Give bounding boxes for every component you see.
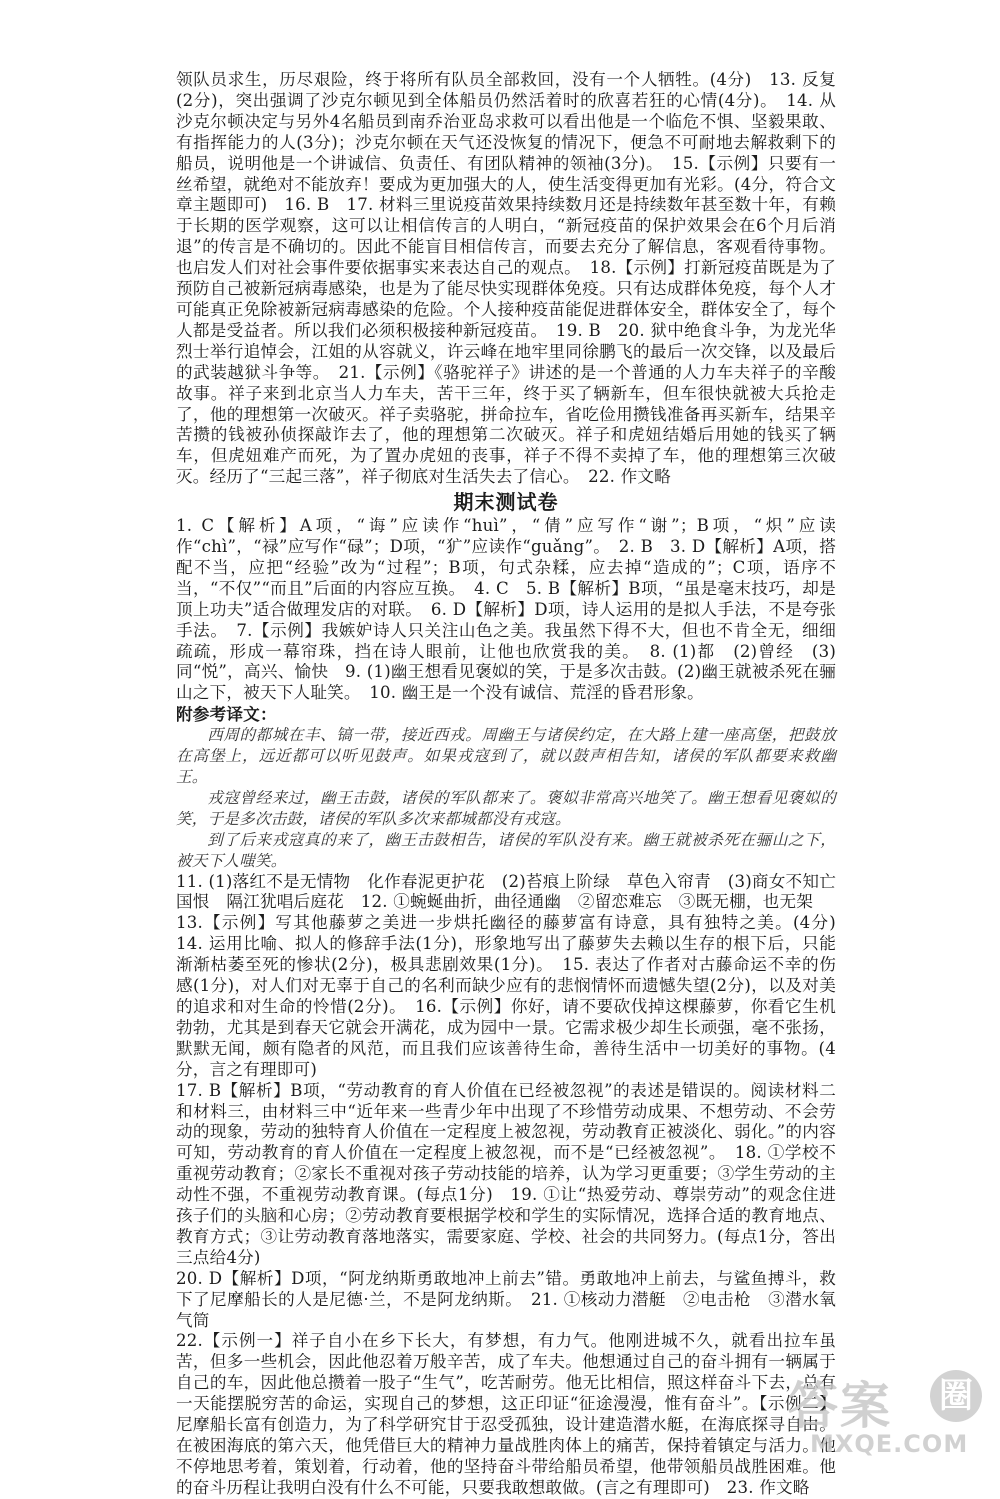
watermark-circle-icon: 圈 [930,1370,982,1422]
answer-block-20-21: 20. D【解析】D项，“阿龙纳斯勇敢地冲上前去”错。勇敢地冲上前去，与鲨鱼搏斗，救下了尼摩船长的人是尼德·兰，不是阿龙纳斯。 21. ①核动力潜艇 ②电击枪 ③潜水氧气筒 [176,1268,836,1330]
watermark-logo [788,1366,988,1461]
answer-block-13-16: 13.【示例】写其他藤萝之美进一步烘托幽径的藤萝富有诗意，具有独特之美。(4分) 14. 运用比喻、拟人的修辞手法(1分)，形象地写出了藤萝失去赖以生存的根下后，只能渐渐枯萎至死的惨状(2分)，极具悲剧效果(1分)。 15. 表达了作者对古藤命运不幸的伤感(1分)，对人们对无辜于自己的名利而缺少应有的悲悯情怀而遗憾失望(2分)，以及对美的追求和对生命的怜惜(2分)。 16.【示例】你好，请不要砍伐掉这棵藤萝，你看它生机勃勃，尤其是到春天它就会开满花，成为园中一景。它需求极少却生长顽强，毫不张扬，默默无闻，颇有隐者的风范，而且我们应该善待生命，善待生活中一切美好的事物。(4分，言之有理即可) [176,913,853,1079]
translation-paragraph: 到了后来戎寇真的来了，幽王击鼓相告，诸侯的军队没有来。幽王就被杀死在骊山之下，被天下人嗤笑。 [176,830,836,870]
answer-block-13-22: 领队员求生，历尽艰险，终于将所有队员全部救回，没有一个人牺牲。(4分) 13. 反复(2分)，突出强调了沙克尔顿见到全体船员仍然活着时的欣喜若狂的心情(4分)。 14. 从沙克尔顿决定与另外4名船员到南乔治亚岛求救可以看出他是一个临危不惧、坚毅果敢、有指挥能力的人(3分)；沙克尔顿在天气还没恢复的情况下，便急不可耐地去解救剩下的船员，说明他是一个讲诚信、负责任、有团队精神的领袖(3分)。 15.【示例】只要有一丝希望，就绝对不能放弃！要成为更加强大的人，使生活变得更加有光彩。(4分，符合文章主题即可) 16. B 17. 材料三里说疫苗效果持续数月还是持续数年甚至数十年，有赖于长期的医学观察，这可以让相信传言的人明白，“新冠疫苗的保护效果会在6个月后消退”的传言是不确切的。因此不能盲目相信传言，而要去充分了解信息，客观看待事物。也启发人们对社会事件要依据事实来表达自己的观点。 18.【示例】打新冠疫苗既是为了预防自己被新冠病毒感染，也是为了能尽快实现群体免疫。只有达成群体免疫，每个人才可能真正免除被新冠病毒感染的危险。个人接种疫苗能促进群体安全，群体安全了，每个人都是受益者。所以我们必须积极接种新冠疫苗。 19. B 20. 狱中绝食斗争，为龙光华烈士举行追悼会，江姐的从容就义，许云峰在地牢里同徐鹏飞的最后一次交锋，以及最后的武装越狱斗争等。 21.【示例】《骆驼祥子》讲述的是一个普通的人力车夫祥子的辛酸故事。祥子来到北京当人力车夫，苦干三年，终于买了辆新车，但车很快就被大兵抢走了，他的理想第一次破灭。祥子卖骆驼，拼命拉车，省吃俭用攒钱准备再买新车，结果辛苦攒的钱被孙侦探敲诈去了，他的理想第二次破灭。祥子和虎妞结婚后用她的钱买了辆车，但虎妞难产而死，为了置办虎妞的丧事，祥子不得不卖掉了车，他的理想第三次破灭。经历了“三起三落”，祥子彻底对生活失去了信心。 22. 作文略 [176,70,836,487]
translation-paragraph: 戎寇曾经来过，幽王击鼓，诸侯的军队都来了。褒姒非常高兴地笑了。幽王想看见褒姒的笑，于是多次击鼓，诸侯的军队多次来都城都没有戎寇。 [176,788,836,828]
reference-translation-label: 附参考译文： [176,704,277,725]
watermark-main-text: 答案 [788,1377,892,1435]
watermark-url: MXQE.COM [810,1430,969,1458]
section-title: 期末测试卷 [453,490,559,515]
answer-block-17-19: 17. B【解析】B项，“劳动教育的育人价值在已经被忽视”的表述是错误的。阅读材料二和材料三，由材料三中“近年来一些青少年中出现了不珍惜劳动成果、不想劳动、不会劳动的现象，劳动的独特育人价值在一定程度上被忽视，劳动教育正被淡化、弱化。”的内容可知，劳动教育的育人价值在一定程度上被忽视，而不是“已经被忽视”。 18. ①学校不重视劳动教育；②家长不重视对孩子劳动技能的培养，认为学习更重要；③学生劳动的主动性不强，不重视劳动教育课。(每点1分) 19. ①让“热爱劳动、尊崇劳动”的观念住进孩子们的头脑和心房；②劳动教育要根据学校和学生的实际情况，选择合适的教育地点、教育方式；③让劳动教育落地落实，需要家庭、学校、社会的共同努力。(每点1分，答出三点给4分) [176,1080,836,1267]
answer-block-1-10: 1. C【解析】A项，“诲”应读作“huì”，“倩”应写作“谢”；B项，“炽”应读作“chì”，“禄”应写作“碌”；D项，“犷”应读作“guǎng”。 2. B 3. D【解析】A项，搭配不当，应把“经验”改为“过程”；B项，句式杂糅，应去掉“造成的”；C项，语序不当，“不仅”“而且”后面的内容应互换。 4. C 5. B【解析】B项，“虽是毫末技巧，却是顶上功夫”适合做理发店的对联。 6. D【解析】D项，诗人运用的是拟人手法，不是夸张手法。 7.【示例】我嫉妒诗人只关注山色之美。我虽然下得不大，但也不肯全无，细细疏疏，形成一幕帘珠，挡在诗人眼前，让他也欣赏我的美。 8. (1)都 (2)曾经 (3)同“悦”，高兴、愉快 9. (1)幽王想看见褒姒的笑，于是多次击鼓。(2)幽王就被杀死在骊山之下，被天下人耻笑。 10. 幽王是一个没有诚信、荒淫的昏君形象。 [176,516,836,703]
answer-block-11-12: 11. (1)落红不是无情物 化作春泥更护花 (2)苔痕上阶绿 草色入帘青 (3)商女不知亡国恨 隔江犹唱后庭花 12. ①蜿蜒曲折，曲径通幽 ②留恋难忘 ③既无棚，也无架 [176,871,836,912]
answer-block-22-23: 22.【示例一】祥子自小在乡下长大，有梦想，有力气。他刚进城不久，就看出拉车虽苦，但多一些机会，因此他忍着万般辛苦，成了车夫。他想通过自己的奋斗拥有一辆属于自己的车，因此他总攒着一股子“生气”，吃苦耐劳。他无比相信，照这样奋斗下去，总有一天能摆脱穷苦的命运，实现自己的梦想，这正印证“征途漫漫，惟有奋斗”。【示例二】尼摩船长富有创造力，为了科学研究甘于忍受孤独，设计建造潜水艇，在海底探寻自由。在被困海底的第六天，他凭借巨大的精神力量战胜肉体上的痛苦，保持着镇定与活力。他不停地思考着，策划着，行动着，他的坚持奋斗带给船员希望，他带领船员战胜困难。他的奋斗历程让我明白没有什么不可能，只要我敢想敢做。(言之有理即可) 23. 作文略 [176,1331,836,1497]
translation-paragraph: 西周的都城在丰、镐一带，接近西戎。周幽王与诸侯约定，在大路上建一座高堡，把鼓放在高堡上，远近都可以听见鼓声。如果戎寇到了，就以鼓声相告知，诸侯的军队都要来救幽王。 [176,726,836,786]
